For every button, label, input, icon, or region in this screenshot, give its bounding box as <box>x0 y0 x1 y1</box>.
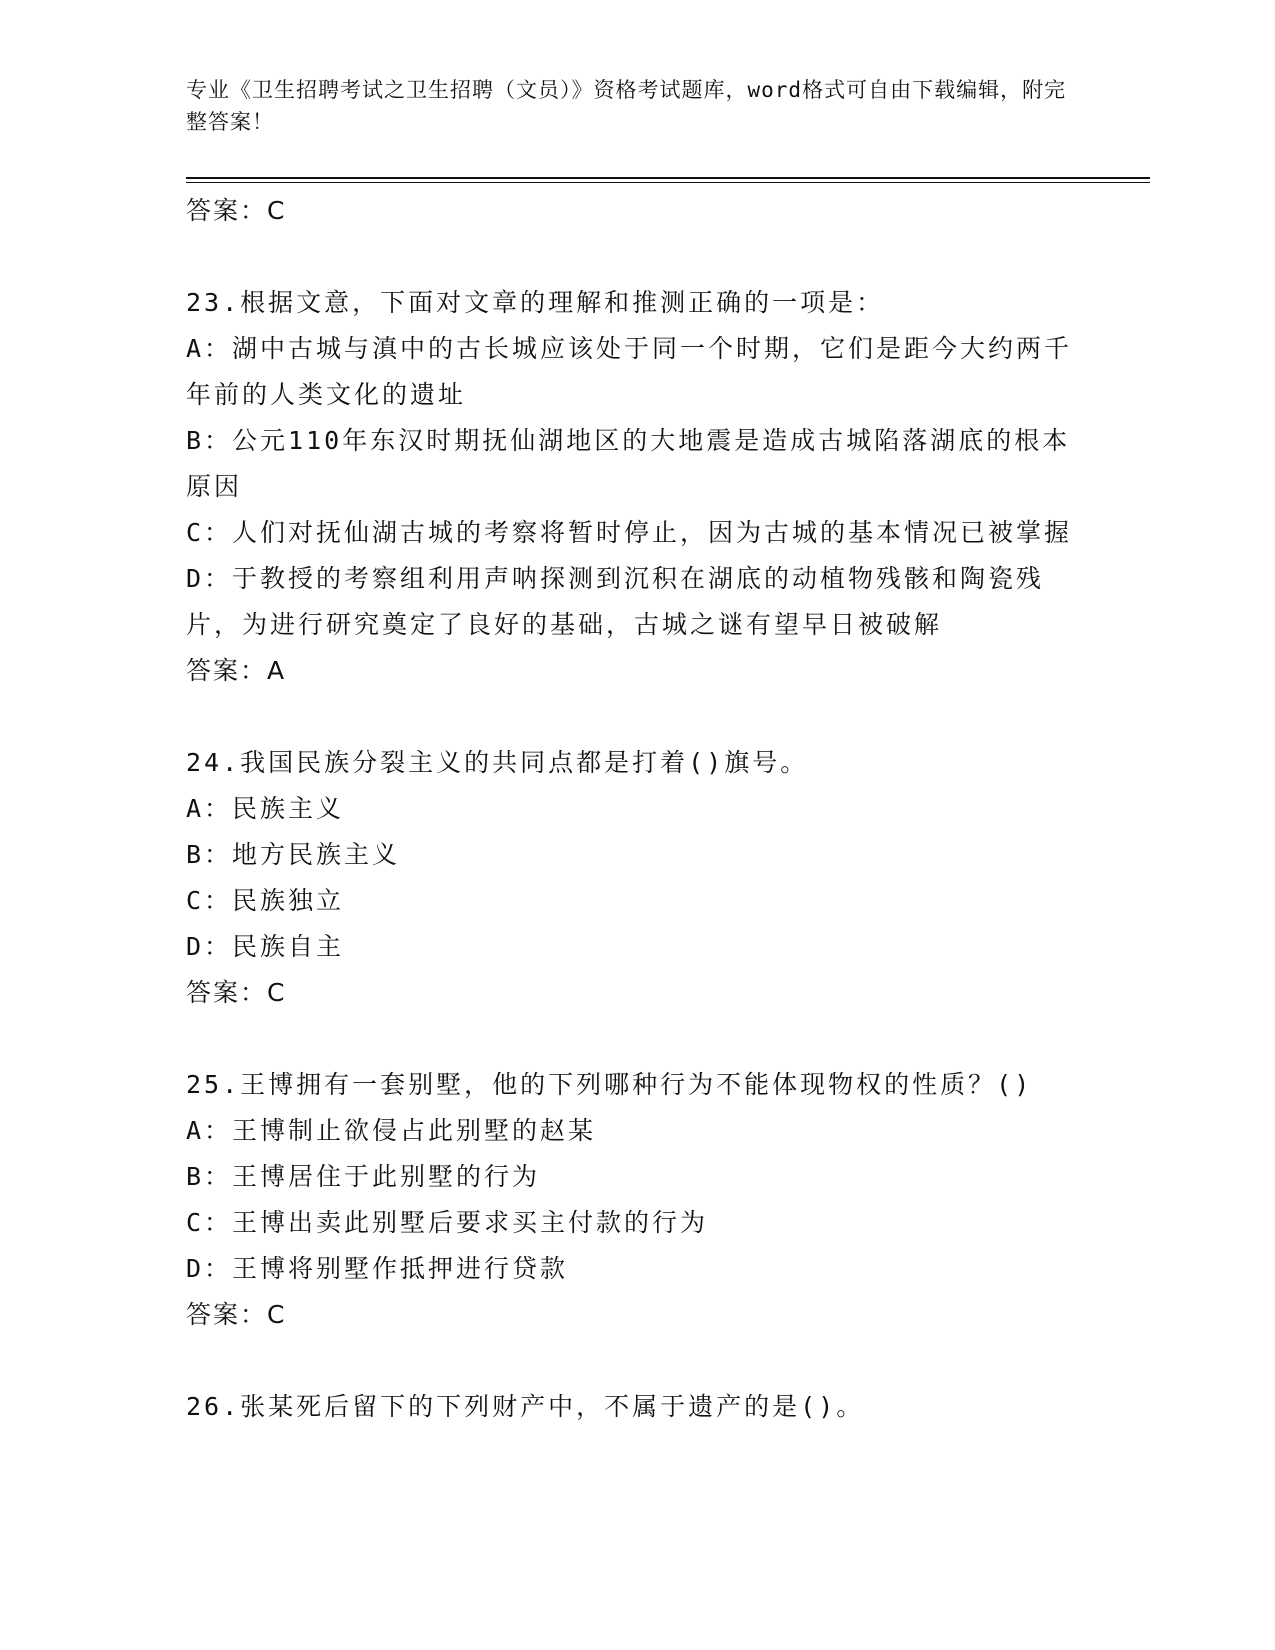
question-block <box>186 280 1086 694</box>
question-stem: 25.王博拥有一套别墅，他的下列哪种行为不能体现物权的性质？() <box>186 1070 1033 1099</box>
option-b: B：地方民族主义 <box>186 840 401 869</box>
document-header: 专业《卫生招聘考试之卫生招聘（文员）》资格考试题库，word格式可自由下载编辑，附完整答案！ <box>186 78 1067 134</box>
option-a: A：王博制止欲侵占此别墅的赵某 <box>186 1116 597 1145</box>
question-block <box>186 740 1086 1016</box>
answer-line: 答案：A <box>186 656 287 685</box>
option-a: A：湖中古城与滇中的古长城应该处于同一个时期，它们是距今大约两千年前的人类文化的遗址 <box>186 334 1073 409</box>
option-c: C：王博出卖此别墅后要求买主付款的行为 <box>186 1208 709 1237</box>
option-c: C：民族独立 <box>186 886 345 915</box>
option-d: D：民族自主 <box>186 932 345 961</box>
spacer <box>186 1338 1086 1384</box>
option-d: D：于教授的考察组利用声呐探测到沉积在湖底的动植物残骸和陶瓷残片，为进行研究奠定了良好的基础，古城之谜有望早日被破解 <box>186 564 1045 639</box>
question-block <box>186 1062 1086 1338</box>
answer-line: 答案：C <box>186 196 287 225</box>
question-block <box>186 1384 1086 1430</box>
question-content <box>186 188 1086 1430</box>
question-stem: 23.根据文意，下面对文章的理解和推测正确的一项是： <box>186 288 885 317</box>
header-divider-thin <box>186 182 1150 183</box>
option-a: A：民族主义 <box>186 794 345 823</box>
option-b: B：公元110年东汉时期抚仙湖地区的大地震是造成古城陷落湖底的根本原因 <box>186 426 1071 501</box>
question-stem: 26.张某死后留下的下列财产中，不属于遗产的是()。 <box>186 1392 865 1421</box>
spacer <box>186 234 1086 280</box>
spacer <box>186 694 1086 740</box>
question-stem: 24.我国民族分裂主义的共同点都是打着()旗号。 <box>186 748 809 777</box>
spacer <box>186 1016 1086 1062</box>
answer-line: 答案：C <box>186 978 287 1007</box>
answer-line: 答案：C <box>186 1300 287 1329</box>
header-divider-thick <box>186 177 1150 179</box>
option-b: B：王博居住于此别墅的行为 <box>186 1162 541 1191</box>
option-c: C：人们对抚仙湖古城的考察将暂时停止，因为古城的基本情况已被掌握 <box>186 518 1073 547</box>
option-d: D：王博将别墅作抵押进行贷款 <box>186 1254 569 1283</box>
